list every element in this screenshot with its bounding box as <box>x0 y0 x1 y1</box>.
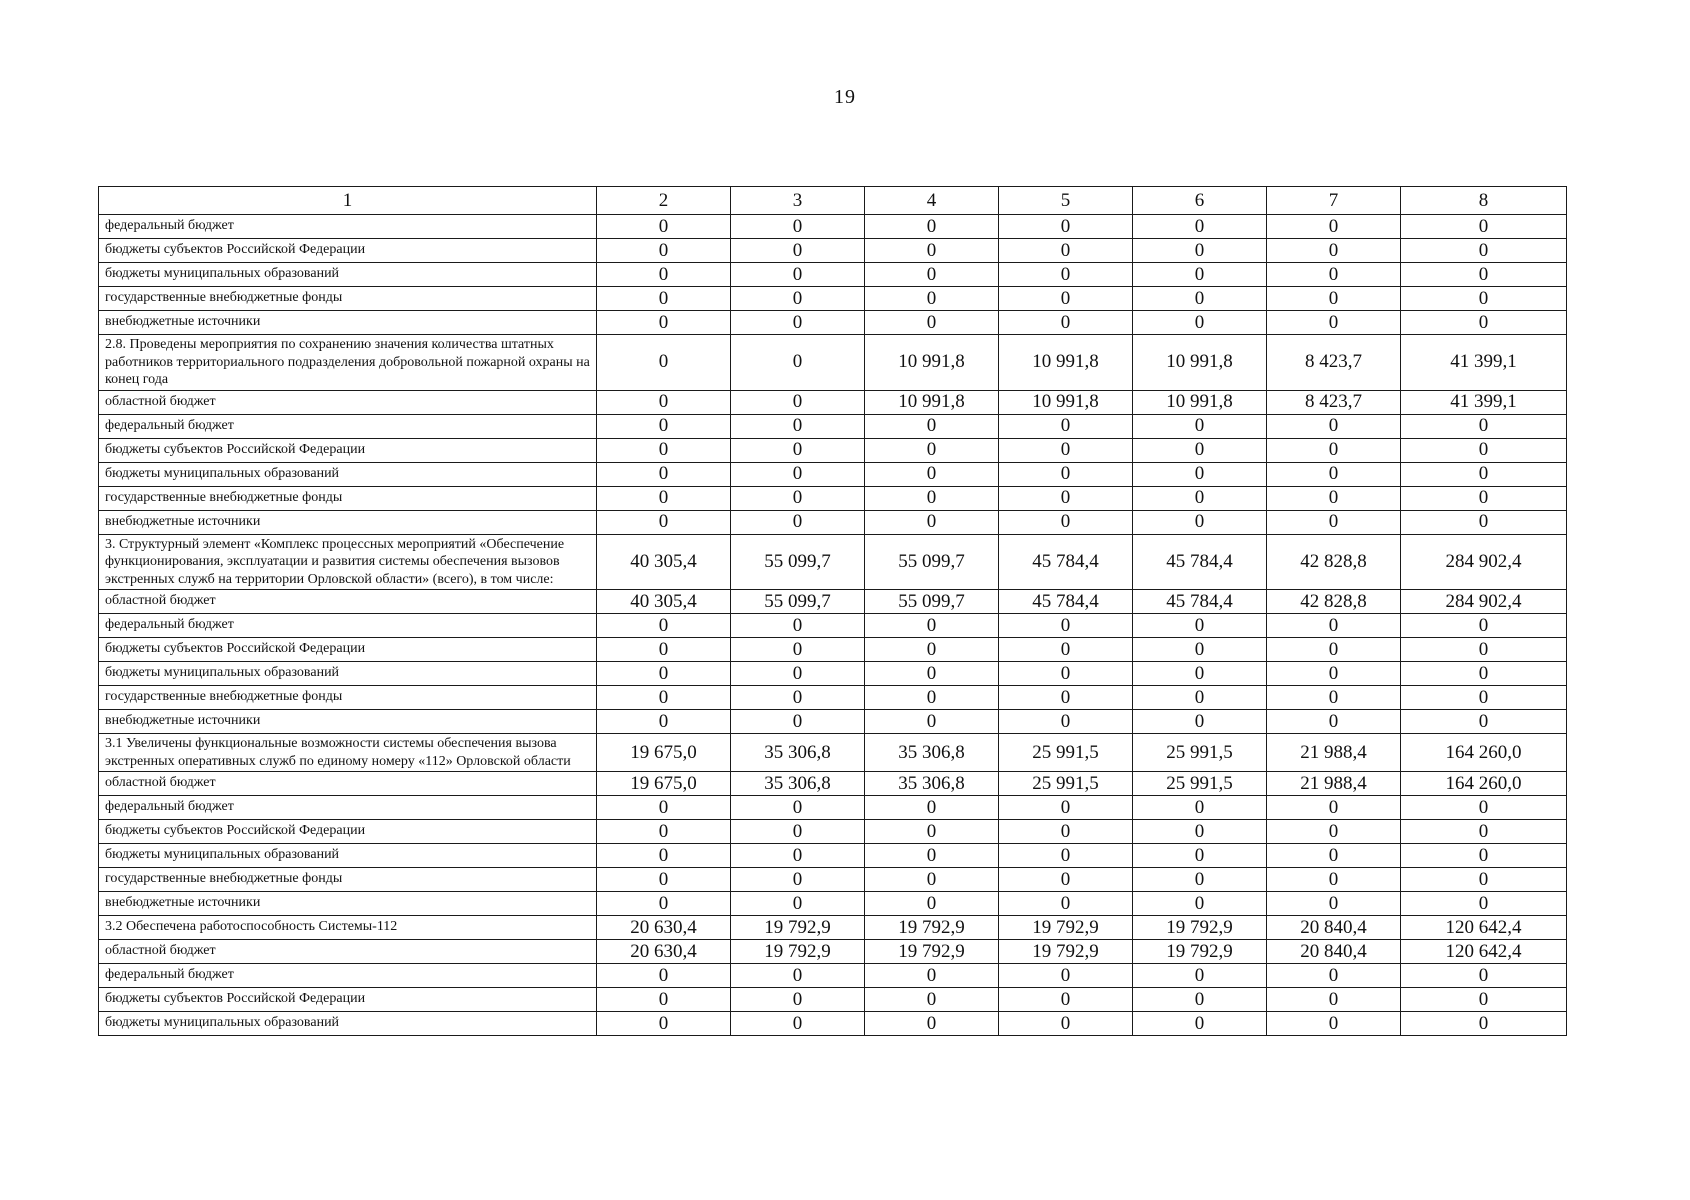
row-value-col-3: 35 306,8 <box>731 734 865 772</box>
row-value-col-4: 10 991,8 <box>865 335 999 391</box>
table-row <box>99 686 1567 710</box>
row-label: государственные внебюджетные фонды <box>99 486 597 510</box>
table-row <box>99 964 1567 988</box>
row-value-col-4: 0 <box>865 638 999 662</box>
row-value-col-2: 0 <box>597 438 731 462</box>
row-value-col-4: 0 <box>865 414 999 438</box>
row-value-col-5: 0 <box>999 988 1133 1012</box>
row-value-col-3: 0 <box>731 263 865 287</box>
table-header-row <box>99 187 1567 215</box>
row-value-col-3: 0 <box>731 486 865 510</box>
row-value-col-4: 0 <box>865 820 999 844</box>
table-row <box>99 215 1567 239</box>
row-value-col-4: 35 306,8 <box>865 772 999 796</box>
row-value-col-2: 0 <box>597 287 731 311</box>
row-value-col-5: 0 <box>999 844 1133 868</box>
row-value-col-3: 0 <box>731 662 865 686</box>
row-value-col-6: 0 <box>1133 686 1267 710</box>
row-value-col-7: 0 <box>1267 311 1401 335</box>
row-label: 3. Структурный элемент «Комплекс процессных мероприятий «Обеспечение функционирования, эксплуатации и развития системы обеспечения вызовов экстренных служб на территории Орловской области» (всего), в том числе: <box>99 534 597 590</box>
row-value-col-5: 0 <box>999 820 1133 844</box>
table-row <box>99 510 1567 534</box>
row-value-col-8: 164 260,0 <box>1401 734 1567 772</box>
column-header: 7 <box>1267 187 1401 215</box>
row-value-col-2: 0 <box>597 486 731 510</box>
row-value-col-7: 8 423,7 <box>1267 335 1401 391</box>
row-value-col-2: 0 <box>597 686 731 710</box>
row-value-col-6: 0 <box>1133 988 1267 1012</box>
table-row <box>99 662 1567 686</box>
column-header: 6 <box>1133 187 1267 215</box>
table-row <box>99 1012 1567 1036</box>
table-row <box>99 287 1567 311</box>
row-value-col-2: 40 305,4 <box>597 534 731 590</box>
row-value-col-4: 0 <box>865 215 999 239</box>
row-value-col-7: 21 988,4 <box>1267 734 1401 772</box>
row-value-col-2: 0 <box>597 510 731 534</box>
row-value-col-2: 0 <box>597 462 731 486</box>
row-value-col-6: 45 784,4 <box>1133 590 1267 614</box>
row-value-col-8: 0 <box>1401 820 1567 844</box>
row-value-col-2: 40 305,4 <box>597 590 731 614</box>
row-value-col-3: 0 <box>731 638 865 662</box>
row-value-col-2: 0 <box>597 820 731 844</box>
row-value-col-6: 0 <box>1133 844 1267 868</box>
row-value-col-6: 0 <box>1133 614 1267 638</box>
row-value-col-3: 0 <box>731 844 865 868</box>
row-value-col-8: 0 <box>1401 988 1567 1012</box>
budget-table-container <box>98 186 1566 1036</box>
row-value-col-7: 0 <box>1267 510 1401 534</box>
row-label: бюджеты муниципальных образований <box>99 662 597 686</box>
row-value-col-8: 0 <box>1401 892 1567 916</box>
row-value-col-5: 10 991,8 <box>999 390 1133 414</box>
row-value-col-6: 0 <box>1133 311 1267 335</box>
row-value-col-3: 55 099,7 <box>731 534 865 590</box>
row-value-col-6: 0 <box>1133 510 1267 534</box>
row-value-col-3: 0 <box>731 239 865 263</box>
row-value-col-2: 0 <box>597 710 731 734</box>
row-value-col-4: 55 099,7 <box>865 534 999 590</box>
table-row <box>99 263 1567 287</box>
row-value-col-2: 0 <box>597 988 731 1012</box>
row-value-col-4: 0 <box>865 964 999 988</box>
row-value-col-7: 0 <box>1267 1012 1401 1036</box>
row-value-col-4: 0 <box>865 844 999 868</box>
table-row <box>99 590 1567 614</box>
row-value-col-8: 284 902,4 <box>1401 534 1567 590</box>
row-label: федеральный бюджет <box>99 964 597 988</box>
row-label: бюджеты субъектов Российской Федерации <box>99 820 597 844</box>
row-value-col-3: 0 <box>731 390 865 414</box>
row-value-col-3: 0 <box>731 820 865 844</box>
row-value-col-8: 0 <box>1401 486 1567 510</box>
table-row <box>99 710 1567 734</box>
row-value-col-3: 0 <box>731 215 865 239</box>
row-value-col-3: 55 099,7 <box>731 590 865 614</box>
row-value-col-7: 42 828,8 <box>1267 534 1401 590</box>
row-label: бюджеты муниципальных образований <box>99 1012 597 1036</box>
row-value-col-5: 0 <box>999 614 1133 638</box>
row-value-col-2: 0 <box>597 239 731 263</box>
row-value-col-8: 41 399,1 <box>1401 335 1567 391</box>
row-value-col-4: 0 <box>865 686 999 710</box>
row-value-col-8: 41 399,1 <box>1401 390 1567 414</box>
row-value-col-6: 0 <box>1133 868 1267 892</box>
row-value-col-6: 0 <box>1133 710 1267 734</box>
table-row <box>99 311 1567 335</box>
row-label: бюджеты субъектов Российской Федерации <box>99 239 597 263</box>
row-value-col-8: 0 <box>1401 215 1567 239</box>
row-value-col-3: 0 <box>731 868 865 892</box>
row-value-col-7: 0 <box>1267 662 1401 686</box>
row-value-col-2: 0 <box>597 964 731 988</box>
row-value-col-7: 21 988,4 <box>1267 772 1401 796</box>
row-value-col-8: 0 <box>1401 414 1567 438</box>
row-value-col-6: 19 792,9 <box>1133 940 1267 964</box>
row-label: внебюджетные источники <box>99 710 597 734</box>
row-value-col-7: 0 <box>1267 239 1401 263</box>
row-value-col-6: 0 <box>1133 662 1267 686</box>
row-value-col-8: 0 <box>1401 796 1567 820</box>
row-value-col-6: 0 <box>1133 486 1267 510</box>
row-label: государственные внебюджетные фонды <box>99 686 597 710</box>
row-label: федеральный бюджет <box>99 414 597 438</box>
row-value-col-4: 0 <box>865 892 999 916</box>
row-label: бюджеты субъектов Российской Федерации <box>99 638 597 662</box>
row-value-col-2: 0 <box>597 390 731 414</box>
table-row <box>99 868 1567 892</box>
row-value-col-3: 0 <box>731 614 865 638</box>
row-value-col-8: 0 <box>1401 263 1567 287</box>
table-row <box>99 438 1567 462</box>
row-value-col-8: 120 642,4 <box>1401 940 1567 964</box>
row-value-col-4: 19 792,9 <box>865 916 999 940</box>
table-row <box>99 614 1567 638</box>
row-value-col-3: 0 <box>731 988 865 1012</box>
row-value-col-2: 19 675,0 <box>597 772 731 796</box>
row-label: федеральный бюджет <box>99 215 597 239</box>
row-value-col-4: 0 <box>865 988 999 1012</box>
row-value-col-4: 0 <box>865 287 999 311</box>
row-value-col-8: 0 <box>1401 510 1567 534</box>
row-value-col-5: 0 <box>999 964 1133 988</box>
column-header: 5 <box>999 187 1133 215</box>
row-value-col-7: 0 <box>1267 438 1401 462</box>
row-value-col-6: 0 <box>1133 215 1267 239</box>
row-value-col-3: 0 <box>731 686 865 710</box>
row-value-col-7: 0 <box>1267 868 1401 892</box>
row-value-col-2: 0 <box>597 263 731 287</box>
column-header: 3 <box>731 187 865 215</box>
row-value-col-2: 0 <box>597 892 731 916</box>
table-row <box>99 462 1567 486</box>
row-value-col-5: 0 <box>999 486 1133 510</box>
row-value-col-4: 10 991,8 <box>865 390 999 414</box>
row-value-col-6: 25 991,5 <box>1133 772 1267 796</box>
row-label: 3.2 Обеспечена работоспособность Системы-112 <box>99 916 597 940</box>
row-value-col-3: 0 <box>731 964 865 988</box>
row-value-col-3: 0 <box>731 510 865 534</box>
row-value-col-5: 0 <box>999 287 1133 311</box>
row-value-col-8: 0 <box>1401 462 1567 486</box>
row-value-col-5: 0 <box>999 414 1133 438</box>
row-value-col-4: 55 099,7 <box>865 590 999 614</box>
row-value-col-2: 0 <box>597 868 731 892</box>
table-row <box>99 335 1567 391</box>
row-value-col-2: 0 <box>597 414 731 438</box>
row-value-col-4: 0 <box>865 510 999 534</box>
row-value-col-5: 0 <box>999 263 1133 287</box>
row-value-col-8: 0 <box>1401 868 1567 892</box>
row-value-col-6: 10 991,8 <box>1133 390 1267 414</box>
row-value-col-6: 45 784,4 <box>1133 534 1267 590</box>
row-value-col-2: 0 <box>597 796 731 820</box>
row-value-col-7: 0 <box>1267 710 1401 734</box>
row-value-col-6: 0 <box>1133 964 1267 988</box>
row-value-col-7: 0 <box>1267 486 1401 510</box>
row-value-col-8: 0 <box>1401 662 1567 686</box>
table-row <box>99 534 1567 590</box>
row-value-col-4: 0 <box>865 438 999 462</box>
table-row <box>99 772 1567 796</box>
table-row <box>99 486 1567 510</box>
row-value-col-4: 0 <box>865 614 999 638</box>
row-value-col-8: 0 <box>1401 844 1567 868</box>
row-value-col-6: 25 991,5 <box>1133 734 1267 772</box>
row-value-col-7: 0 <box>1267 964 1401 988</box>
row-value-col-4: 0 <box>865 311 999 335</box>
row-value-col-6: 0 <box>1133 638 1267 662</box>
row-value-col-8: 0 <box>1401 614 1567 638</box>
row-label: внебюджетные источники <box>99 510 597 534</box>
row-value-col-7: 0 <box>1267 820 1401 844</box>
row-value-col-4: 35 306,8 <box>865 734 999 772</box>
row-value-col-5: 45 784,4 <box>999 590 1133 614</box>
row-value-col-5: 0 <box>999 510 1133 534</box>
row-value-col-6: 0 <box>1133 263 1267 287</box>
page-number: 19 <box>834 86 856 108</box>
row-value-col-2: 0 <box>597 1012 731 1036</box>
row-label: внебюджетные источники <box>99 892 597 916</box>
row-value-col-8: 164 260,0 <box>1401 772 1567 796</box>
row-label: внебюджетные источники <box>99 311 597 335</box>
table-row <box>99 940 1567 964</box>
row-label: федеральный бюджет <box>99 796 597 820</box>
row-label: бюджеты субъектов Российской Федерации <box>99 438 597 462</box>
row-value-col-8: 0 <box>1401 311 1567 335</box>
table-row <box>99 734 1567 772</box>
row-value-col-5: 19 792,9 <box>999 916 1133 940</box>
row-value-col-3: 0 <box>731 796 865 820</box>
table-body <box>99 215 1567 1036</box>
row-value-col-3: 19 792,9 <box>731 916 865 940</box>
row-label: бюджеты муниципальных образований <box>99 462 597 486</box>
table-row <box>99 988 1567 1012</box>
row-value-col-7: 0 <box>1267 638 1401 662</box>
row-value-col-4: 0 <box>865 710 999 734</box>
row-value-col-8: 0 <box>1401 239 1567 263</box>
row-value-col-5: 0 <box>999 892 1133 916</box>
row-value-col-5: 10 991,8 <box>999 335 1133 391</box>
column-header: 1 <box>99 187 597 215</box>
row-value-col-8: 0 <box>1401 438 1567 462</box>
row-value-col-7: 0 <box>1267 462 1401 486</box>
row-value-col-2: 0 <box>597 335 731 391</box>
row-value-col-3: 19 792,9 <box>731 940 865 964</box>
row-value-col-4: 0 <box>865 462 999 486</box>
row-value-col-5: 0 <box>999 686 1133 710</box>
row-value-col-5: 0 <box>999 215 1133 239</box>
row-value-col-7: 20 840,4 <box>1267 916 1401 940</box>
row-value-col-5: 0 <box>999 311 1133 335</box>
row-label: бюджеты муниципальных образований <box>99 263 597 287</box>
row-value-col-5: 45 784,4 <box>999 534 1133 590</box>
row-value-col-2: 20 630,4 <box>597 916 731 940</box>
row-value-col-6: 0 <box>1133 438 1267 462</box>
row-value-col-2: 20 630,4 <box>597 940 731 964</box>
row-value-col-4: 0 <box>865 486 999 510</box>
row-label: государственные внебюджетные фонды <box>99 868 597 892</box>
table-row <box>99 414 1567 438</box>
row-value-col-5: 25 991,5 <box>999 772 1133 796</box>
row-value-col-2: 0 <box>597 844 731 868</box>
row-value-col-6: 0 <box>1133 796 1267 820</box>
row-value-col-2: 19 675,0 <box>597 734 731 772</box>
table-row <box>99 239 1567 263</box>
row-value-col-7: 8 423,7 <box>1267 390 1401 414</box>
row-label: областной бюджет <box>99 940 597 964</box>
row-value-col-3: 0 <box>731 414 865 438</box>
row-value-col-2: 0 <box>597 614 731 638</box>
row-value-col-4: 0 <box>865 662 999 686</box>
column-header: 8 <box>1401 187 1567 215</box>
row-value-col-6: 0 <box>1133 414 1267 438</box>
row-value-col-4: 0 <box>865 1012 999 1036</box>
row-value-col-7: 20 840,4 <box>1267 940 1401 964</box>
row-label: областной бюджет <box>99 390 597 414</box>
row-value-col-6: 0 <box>1133 1012 1267 1036</box>
row-value-col-4: 19 792,9 <box>865 940 999 964</box>
row-value-col-5: 25 991,5 <box>999 734 1133 772</box>
table-row <box>99 638 1567 662</box>
row-value-col-5: 0 <box>999 710 1133 734</box>
row-label: 3.1 Увеличены функциональные возможности системы обеспечения вызова экстренных оперативных служб по единому номеру «112» Орловской области <box>99 734 597 772</box>
row-label: государственные внебюджетные фонды <box>99 287 597 311</box>
row-value-col-5: 0 <box>999 239 1133 263</box>
row-value-col-6: 0 <box>1133 462 1267 486</box>
row-value-col-8: 0 <box>1401 638 1567 662</box>
row-value-col-2: 0 <box>597 638 731 662</box>
table-row <box>99 892 1567 916</box>
row-value-col-3: 35 306,8 <box>731 772 865 796</box>
row-value-col-6: 0 <box>1133 239 1267 263</box>
row-value-col-6: 10 991,8 <box>1133 335 1267 391</box>
row-value-col-8: 0 <box>1401 710 1567 734</box>
row-value-col-3: 0 <box>731 462 865 486</box>
row-label: федеральный бюджет <box>99 614 597 638</box>
table-row <box>99 916 1567 940</box>
row-value-col-3: 0 <box>731 1012 865 1036</box>
budget-table <box>98 186 1567 1036</box>
table-row <box>99 796 1567 820</box>
row-value-col-5: 0 <box>999 462 1133 486</box>
row-value-col-8: 120 642,4 <box>1401 916 1567 940</box>
row-label: бюджеты субъектов Российской Федерации <box>99 988 597 1012</box>
table-row <box>99 390 1567 414</box>
row-value-col-7: 0 <box>1267 686 1401 710</box>
row-label: 2.8. Проведены мероприятия по сохранению значения количества штатных работников территориального подразделения добровольной пожарной охраны на конец года <box>99 335 597 391</box>
row-value-col-2: 0 <box>597 215 731 239</box>
row-value-col-8: 0 <box>1401 287 1567 311</box>
row-value-col-5: 0 <box>999 662 1133 686</box>
row-label: областной бюджет <box>99 590 597 614</box>
row-value-col-3: 0 <box>731 311 865 335</box>
row-value-col-4: 0 <box>865 796 999 820</box>
row-value-col-7: 0 <box>1267 844 1401 868</box>
row-value-col-4: 0 <box>865 263 999 287</box>
row-value-col-5: 0 <box>999 438 1133 462</box>
row-value-col-7: 0 <box>1267 287 1401 311</box>
row-value-col-5: 0 <box>999 868 1133 892</box>
row-value-col-7: 0 <box>1267 988 1401 1012</box>
row-value-col-4: 0 <box>865 239 999 263</box>
row-value-col-6: 19 792,9 <box>1133 916 1267 940</box>
row-value-col-6: 0 <box>1133 287 1267 311</box>
row-value-col-7: 42 828,8 <box>1267 590 1401 614</box>
table-row <box>99 844 1567 868</box>
column-header: 2 <box>597 187 731 215</box>
row-value-col-2: 0 <box>597 311 731 335</box>
column-header: 4 <box>865 187 999 215</box>
table-row <box>99 820 1567 844</box>
row-value-col-3: 0 <box>731 710 865 734</box>
row-value-col-5: 0 <box>999 1012 1133 1036</box>
row-value-col-8: 0 <box>1401 686 1567 710</box>
row-value-col-8: 0 <box>1401 1012 1567 1036</box>
row-value-col-3: 0 <box>731 335 865 391</box>
row-value-col-5: 0 <box>999 796 1133 820</box>
row-value-col-7: 0 <box>1267 215 1401 239</box>
row-value-col-7: 0 <box>1267 614 1401 638</box>
row-value-col-7: 0 <box>1267 892 1401 916</box>
row-value-col-2: 0 <box>597 662 731 686</box>
row-label: областной бюджет <box>99 772 597 796</box>
row-value-col-7: 0 <box>1267 414 1401 438</box>
row-value-col-7: 0 <box>1267 263 1401 287</box>
row-label: бюджеты муниципальных образований <box>99 844 597 868</box>
row-value-col-7: 0 <box>1267 796 1401 820</box>
row-value-col-4: 0 <box>865 868 999 892</box>
row-value-col-6: 0 <box>1133 892 1267 916</box>
row-value-col-6: 0 <box>1133 820 1267 844</box>
row-value-col-3: 0 <box>731 892 865 916</box>
row-value-col-3: 0 <box>731 438 865 462</box>
row-value-col-5: 19 792,9 <box>999 940 1133 964</box>
row-value-col-3: 0 <box>731 287 865 311</box>
row-value-col-5: 0 <box>999 638 1133 662</box>
row-value-col-8: 0 <box>1401 964 1567 988</box>
row-value-col-8: 284 902,4 <box>1401 590 1567 614</box>
